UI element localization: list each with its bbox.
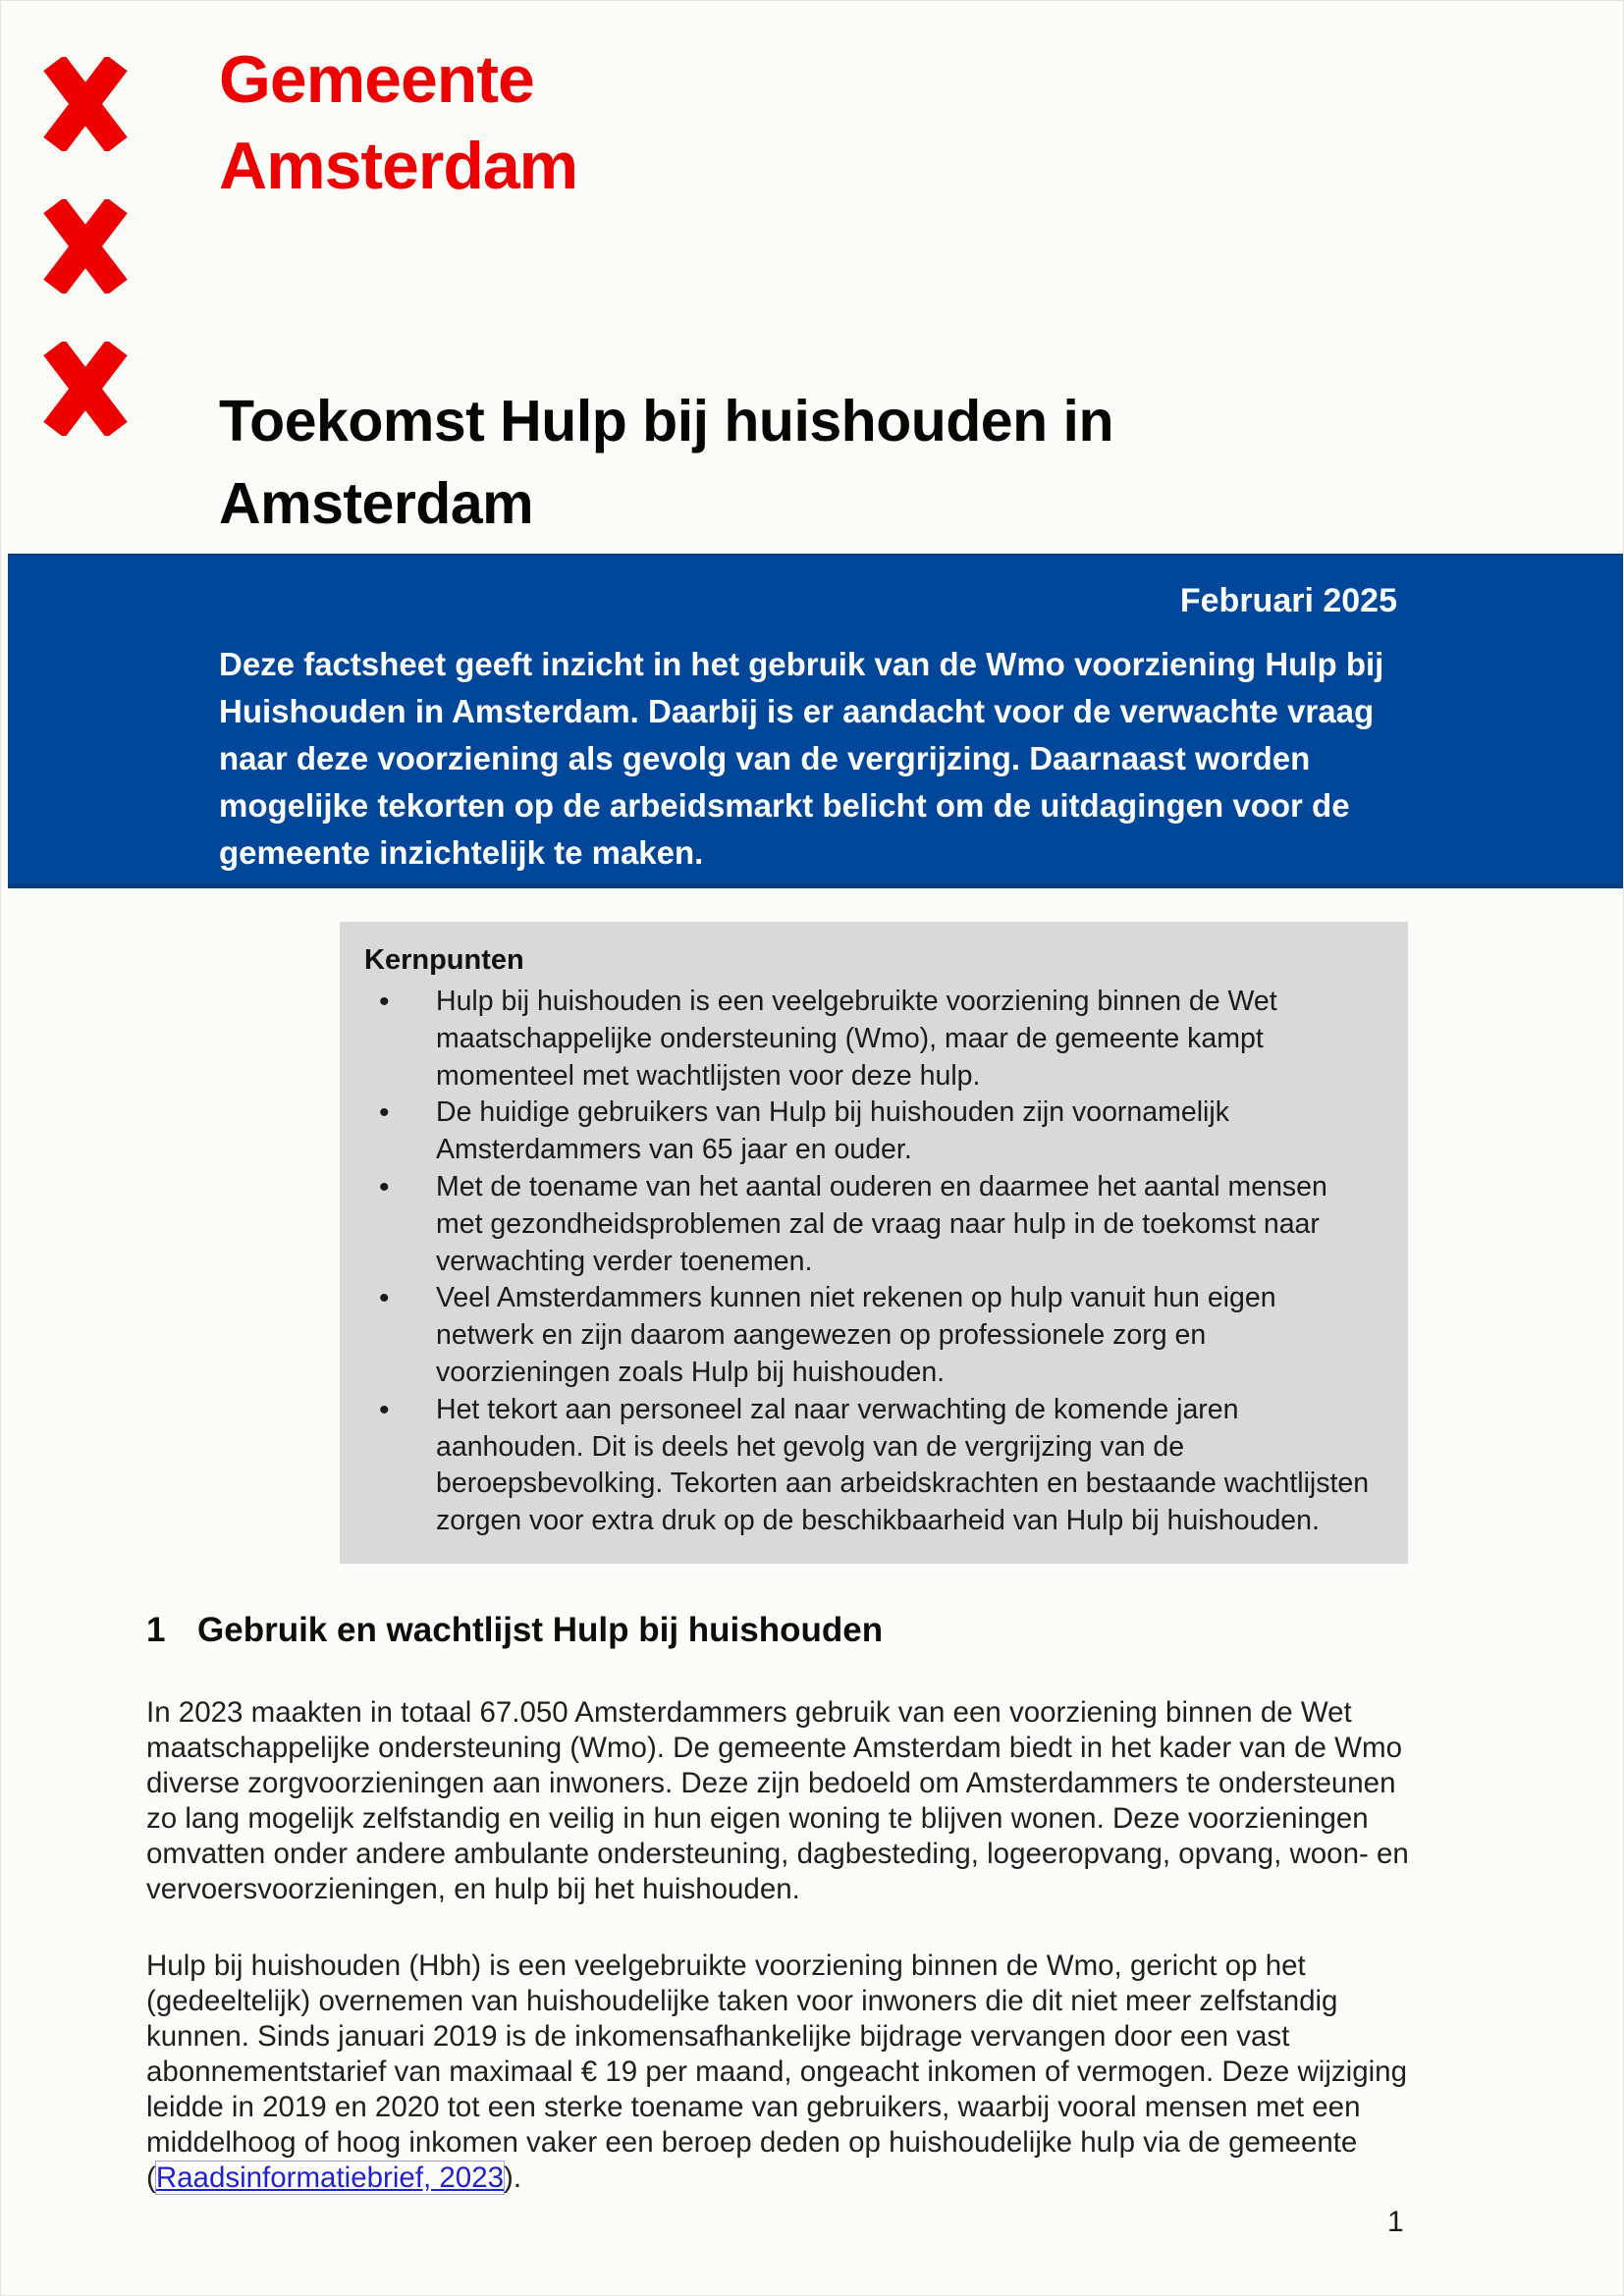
- page-number: 1: [1387, 2206, 1404, 2238]
- andreas-cross-icon: [42, 342, 129, 436]
- keypoint-item: • Met de toename van het aantal ouderen en daarmee het aantal mensen met gezondheidsproblemen zal de vraag naar hulp in de toekomst naar verwachting verder toenemen.: [364, 1169, 1379, 1280]
- raadsinformatiebrief-link[interactable]: Raadsinformatiebrief, 2023: [155, 2162, 505, 2194]
- intro-banner: [8, 554, 1624, 888]
- publication-date: Februari 2025: [1179, 582, 1397, 619]
- intro-text: Deze factsheet geeft inzicht in het gebruik van de Wmo voorziening Hulp bij Huishouden in Amsterdam. Daarbij is er aandacht voor de verwachte vraag naar deze voorziening als gevolg van de vergrijzing. Daarnaast worden mogelijke tekorten op de arbeidsmarkt belicht om de uitdagingen voor de gemeente inzichtelijk te maken.: [219, 646, 1384, 871]
- andreas-cross-icon: [42, 57, 129, 151]
- paragraph-hbh-text: Hulp bij huishouden (Hbh) is een veelgebruikte voorziening binnen de Wmo, gericht op het (gedeeltelijk) overnemen van huishoudelijke taken voor inwoners die dit niet meer zelfstandig kunnen. Sinds januari 2019 is de inkomensafhankelijke bijdrage vervangen door een vast abonnementstarief van maximaal € 19 per maand, ongeacht inkomen of vermogen. Deze wijziging leidde in 2019 en 2020 tot een sterke toename van gebruikers, waarbij vooral mensen met een middelhoog of hoog inkomen vaker een beroep deden op huishoudelijke hulp via de gemeente (: [146, 1949, 1407, 2194]
- section-heading-label: Gebruik en wachtlijst Hulp bij huishouden: [197, 1611, 884, 1649]
- keypoint-item: • Hulp bij huishouden is een veelgebruikte voorziening binnen de Wet maatschappelijke ondersteuning (Wmo), maar de gemeente kampt momenteel met wachtlijsten voor deze hulp.: [364, 984, 1379, 1095]
- document-title-line1: Toekomst Hulp bij huishouden in: [219, 389, 1113, 454]
- section-number: 1: [146, 1611, 166, 1649]
- wordmark-line2: Amsterdam: [219, 129, 578, 203]
- paragraph-hbh-text-end: ).: [504, 2162, 522, 2194]
- keypoint-item: • De huidige gebruikers van Hulp bij huishouden zijn voornamelijk Amsterdammers van 65 jaar en ouder.: [364, 1095, 1379, 1169]
- amsterdam-logo: [42, 57, 129, 436]
- keypoint-item: • Veel Amsterdammers kunnen niet rekenen op hulp vanuit hun eigen netwerk en zijn daarom aangewezen op professionele zorg en voorzieningen zoals Hulp bij huishouden.: [364, 1280, 1379, 1391]
- keypoints-title: Kernpunten: [364, 944, 524, 976]
- document-title-line2: Amsterdam: [219, 471, 534, 536]
- andreas-cross-icon: [42, 199, 129, 294]
- brand-wordmark: [219, 36, 577, 209]
- document-title: [219, 380, 1113, 545]
- wordmark-line1: Gemeente: [219, 42, 534, 117]
- keypoints-box: [340, 922, 1408, 1564]
- keypoints-list: [364, 984, 1379, 1540]
- paragraph-wmo-usage: In 2023 maakten in totaal 67.050 Amsterdammers gebruik van een voorziening binnen de Wet maatschappelijke ondersteuning (Wmo). De gemeente Amsterdam biedt in het kader van de Wmo diverse zorgvoorzieningen aan inwoners. Deze zijn bedoeld om Amsterdammers te ondersteunen zo lang mogelijk zelfstandig en veilig in hun eigen woning te blijven wonen. Deze voorzieningen omvatten onder andere ambulante ondersteuning, dagbesteding, logeeropvang, opvang, woon- en vervoersvoorzieningen, en hulp bij het huishouden.: [146, 1696, 1409, 1905]
- paragraph-hbh: [146, 1949, 1423, 2196]
- section-heading: [146, 1611, 883, 1650]
- keypoint-item: • Het tekort aan personeel zal naar verwachting de komende jaren aanhouden. Dit is deels het gevolg van de vergrijzing van de beroepsbevolking. Tekorten aan arbeidskrachten en bestaande wachtlijsten zorgen voor extra druk op de beschikbaarheid van Hulp bij huishouden.: [364, 1392, 1379, 1540]
